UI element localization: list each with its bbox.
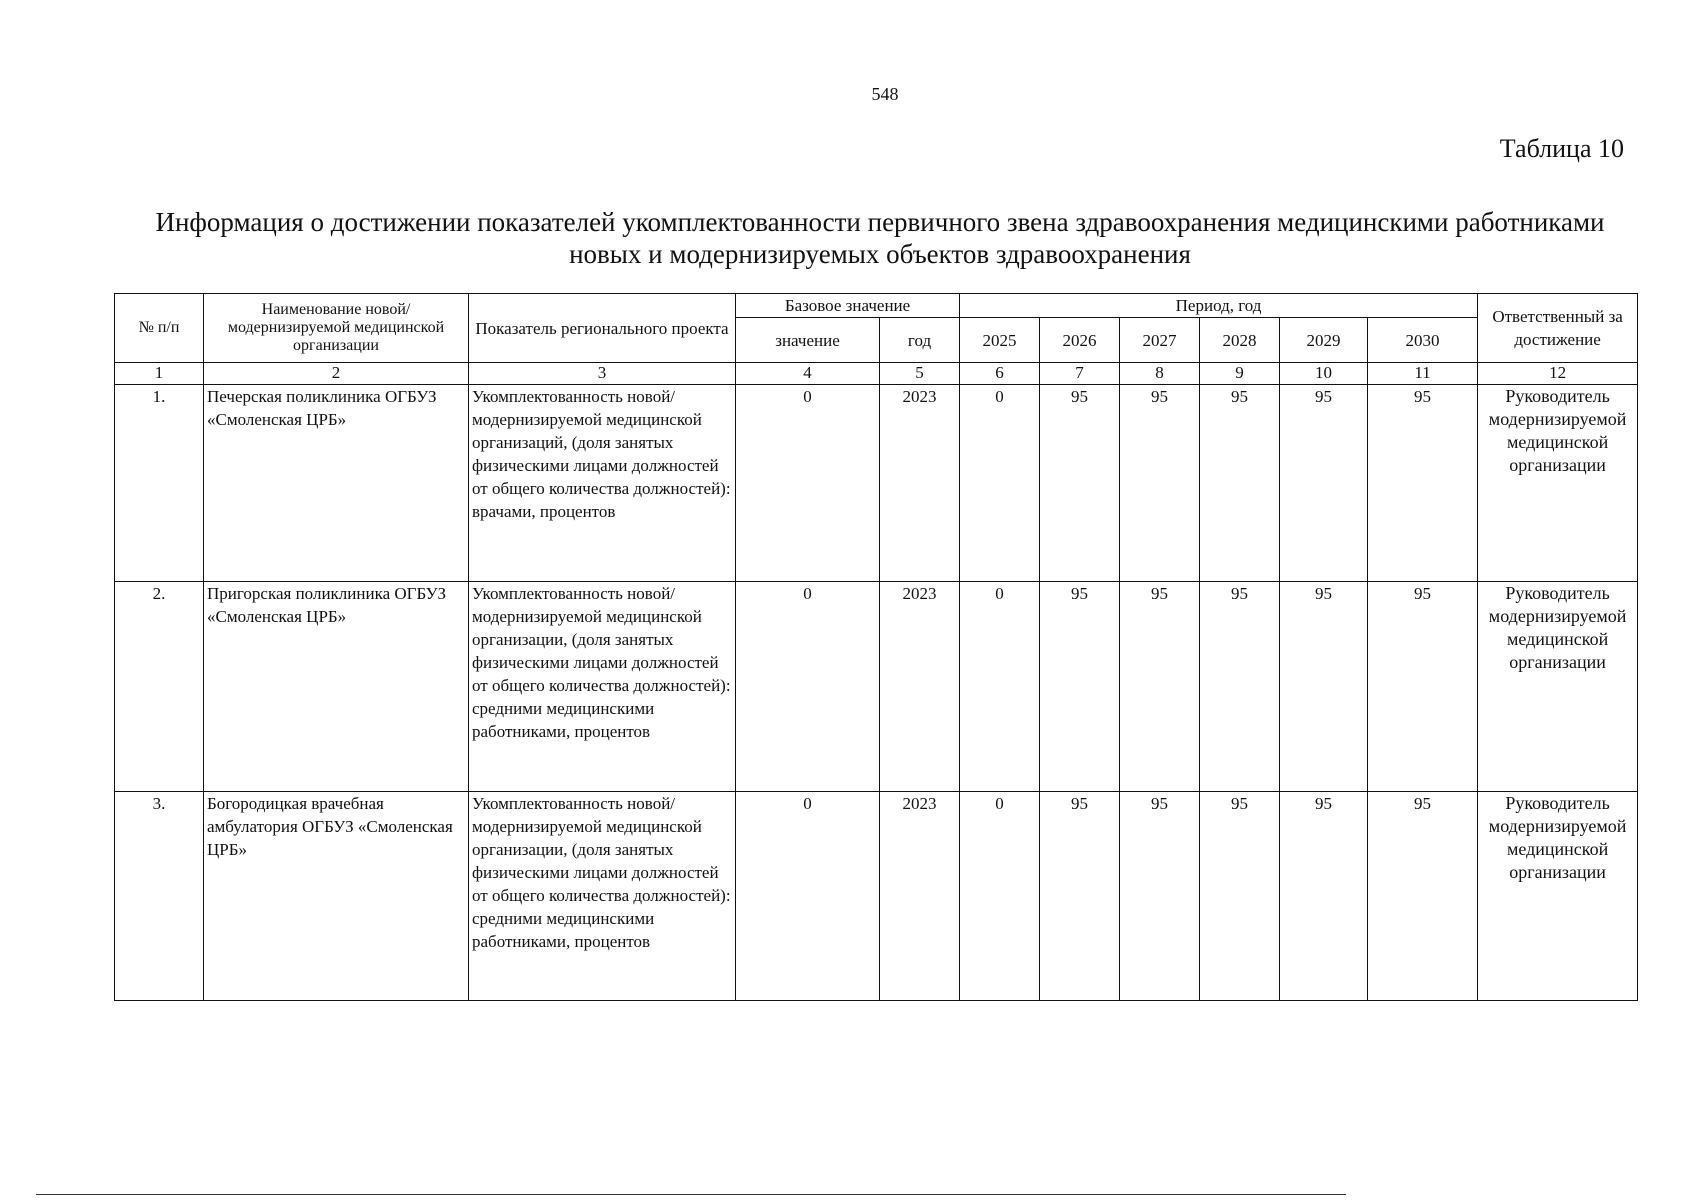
- indicators-table: [114, 293, 1638, 1001]
- column-number: 7: [1040, 363, 1120, 385]
- responsible: Руководитель модернизируемой медицинской организации: [1478, 582, 1638, 792]
- header-year-2030: 2030: [1368, 318, 1478, 363]
- base-year: 2023: [880, 582, 960, 792]
- header-responsible: Ответственный за достижение: [1478, 294, 1638, 363]
- column-number: 11: [1368, 363, 1478, 385]
- value-2026: 95: [1040, 385, 1120, 582]
- header-base-value: значение: [736, 318, 880, 363]
- column-number: 5: [880, 363, 960, 385]
- value-2029: 95: [1280, 582, 1368, 792]
- value-2029: 95: [1280, 385, 1368, 582]
- value-2027: 95: [1120, 385, 1200, 582]
- column-number: 3: [469, 363, 736, 385]
- value-2025: 0: [960, 582, 1040, 792]
- value-2028: 95: [1200, 582, 1280, 792]
- header-year-2026: 2026: [1040, 318, 1120, 363]
- org-name: Богородицкая врачебная амбулатория ОГБУЗ «Смоленская ЦРБ»: [204, 792, 469, 1001]
- indicator: Укомплектованность новой/модернизируемой медицинской организации, (доля занятых физическими лицами должностей от общего количества должностей): средними медицинскими работниками, процентов: [469, 582, 736, 792]
- column-number: 10: [1280, 363, 1368, 385]
- value-2027: 95: [1120, 792, 1200, 1001]
- value-2028: 95: [1200, 792, 1280, 1001]
- value-2026: 95: [1040, 792, 1120, 1001]
- value-2029: 95: [1280, 792, 1368, 1001]
- header-base-group: Базовое значение: [736, 294, 960, 318]
- value-2028: 95: [1200, 385, 1280, 582]
- value-2025: 0: [960, 385, 1040, 582]
- footer-rule: [36, 1194, 1346, 1196]
- org-name: Пригорская поликлиника ОГБУЗ «Смоленская ЦРБ»: [204, 582, 469, 792]
- column-number: 4: [736, 363, 880, 385]
- row-num: 3.: [115, 792, 204, 1001]
- column-number: 6: [960, 363, 1040, 385]
- base-value: 0: [736, 582, 880, 792]
- base-year: 2023: [880, 792, 960, 1001]
- header-year-2027: 2027: [1120, 318, 1200, 363]
- responsible: Руководитель модернизируемой медицинской организации: [1478, 792, 1638, 1001]
- value-2030: 95: [1368, 385, 1478, 582]
- table-row: [115, 582, 1638, 792]
- responsible: Руководитель модернизируемой медицинской организации: [1478, 385, 1638, 582]
- header-base-year: год: [880, 318, 960, 363]
- indicator: Укомплектованность новой/модернизируемой медицинской организации, (доля занятых физическими лицами должностей от общего количества должностей): средними медицинскими работниками, процентов: [469, 792, 736, 1001]
- column-numbers-row: [115, 363, 1638, 385]
- page-number: 548: [871, 84, 899, 104]
- header-num: № п/п: [115, 294, 204, 363]
- column-number: 8: [1120, 363, 1200, 385]
- title-line-1: Информация о достижении показателей укомплектованности первичного звена здравоохранения медицинскими работниками: [155, 207, 1605, 237]
- base-value: 0: [736, 385, 880, 582]
- value-2030: 95: [1368, 582, 1478, 792]
- column-number: 9: [1200, 363, 1280, 385]
- indicator: Укомплектованность новой/модернизируемой медицинской организаций, (доля занятых физическими лицами должностей от общего количества должностей): врачами, процентов: [469, 385, 736, 582]
- value-2026: 95: [1040, 582, 1120, 792]
- column-number: 12: [1478, 363, 1638, 385]
- title-line-2: новых и модернизируемых объектов здравоохранения: [569, 239, 1191, 269]
- base-year: 2023: [880, 385, 960, 582]
- table-row: [115, 792, 1638, 1001]
- header-indicator: Показатель регионального проекта: [469, 294, 736, 363]
- header-year-2029: 2029: [1280, 318, 1368, 363]
- header-period-group: Период, год: [960, 294, 1478, 318]
- row-num: 2.: [115, 582, 204, 792]
- org-name: Печерская поликлиника ОГБУЗ «Смоленская ЦРБ»: [204, 385, 469, 582]
- table-row: [115, 385, 1638, 582]
- column-number: 1: [115, 363, 204, 385]
- value-2027: 95: [1120, 582, 1200, 792]
- column-number: 2: [204, 363, 469, 385]
- value-2030: 95: [1368, 792, 1478, 1001]
- header-org-name: Наименование новой/модернизируемой медицинской организации: [204, 294, 469, 363]
- base-value: 0: [736, 792, 880, 1001]
- table-label: Таблица 10: [1499, 134, 1624, 163]
- row-num: 1.: [115, 385, 204, 582]
- value-2025: 0: [960, 792, 1040, 1001]
- header-year-2025: 2025: [960, 318, 1040, 363]
- header-year-2028: 2028: [1200, 318, 1280, 363]
- document-title: [110, 206, 1650, 270]
